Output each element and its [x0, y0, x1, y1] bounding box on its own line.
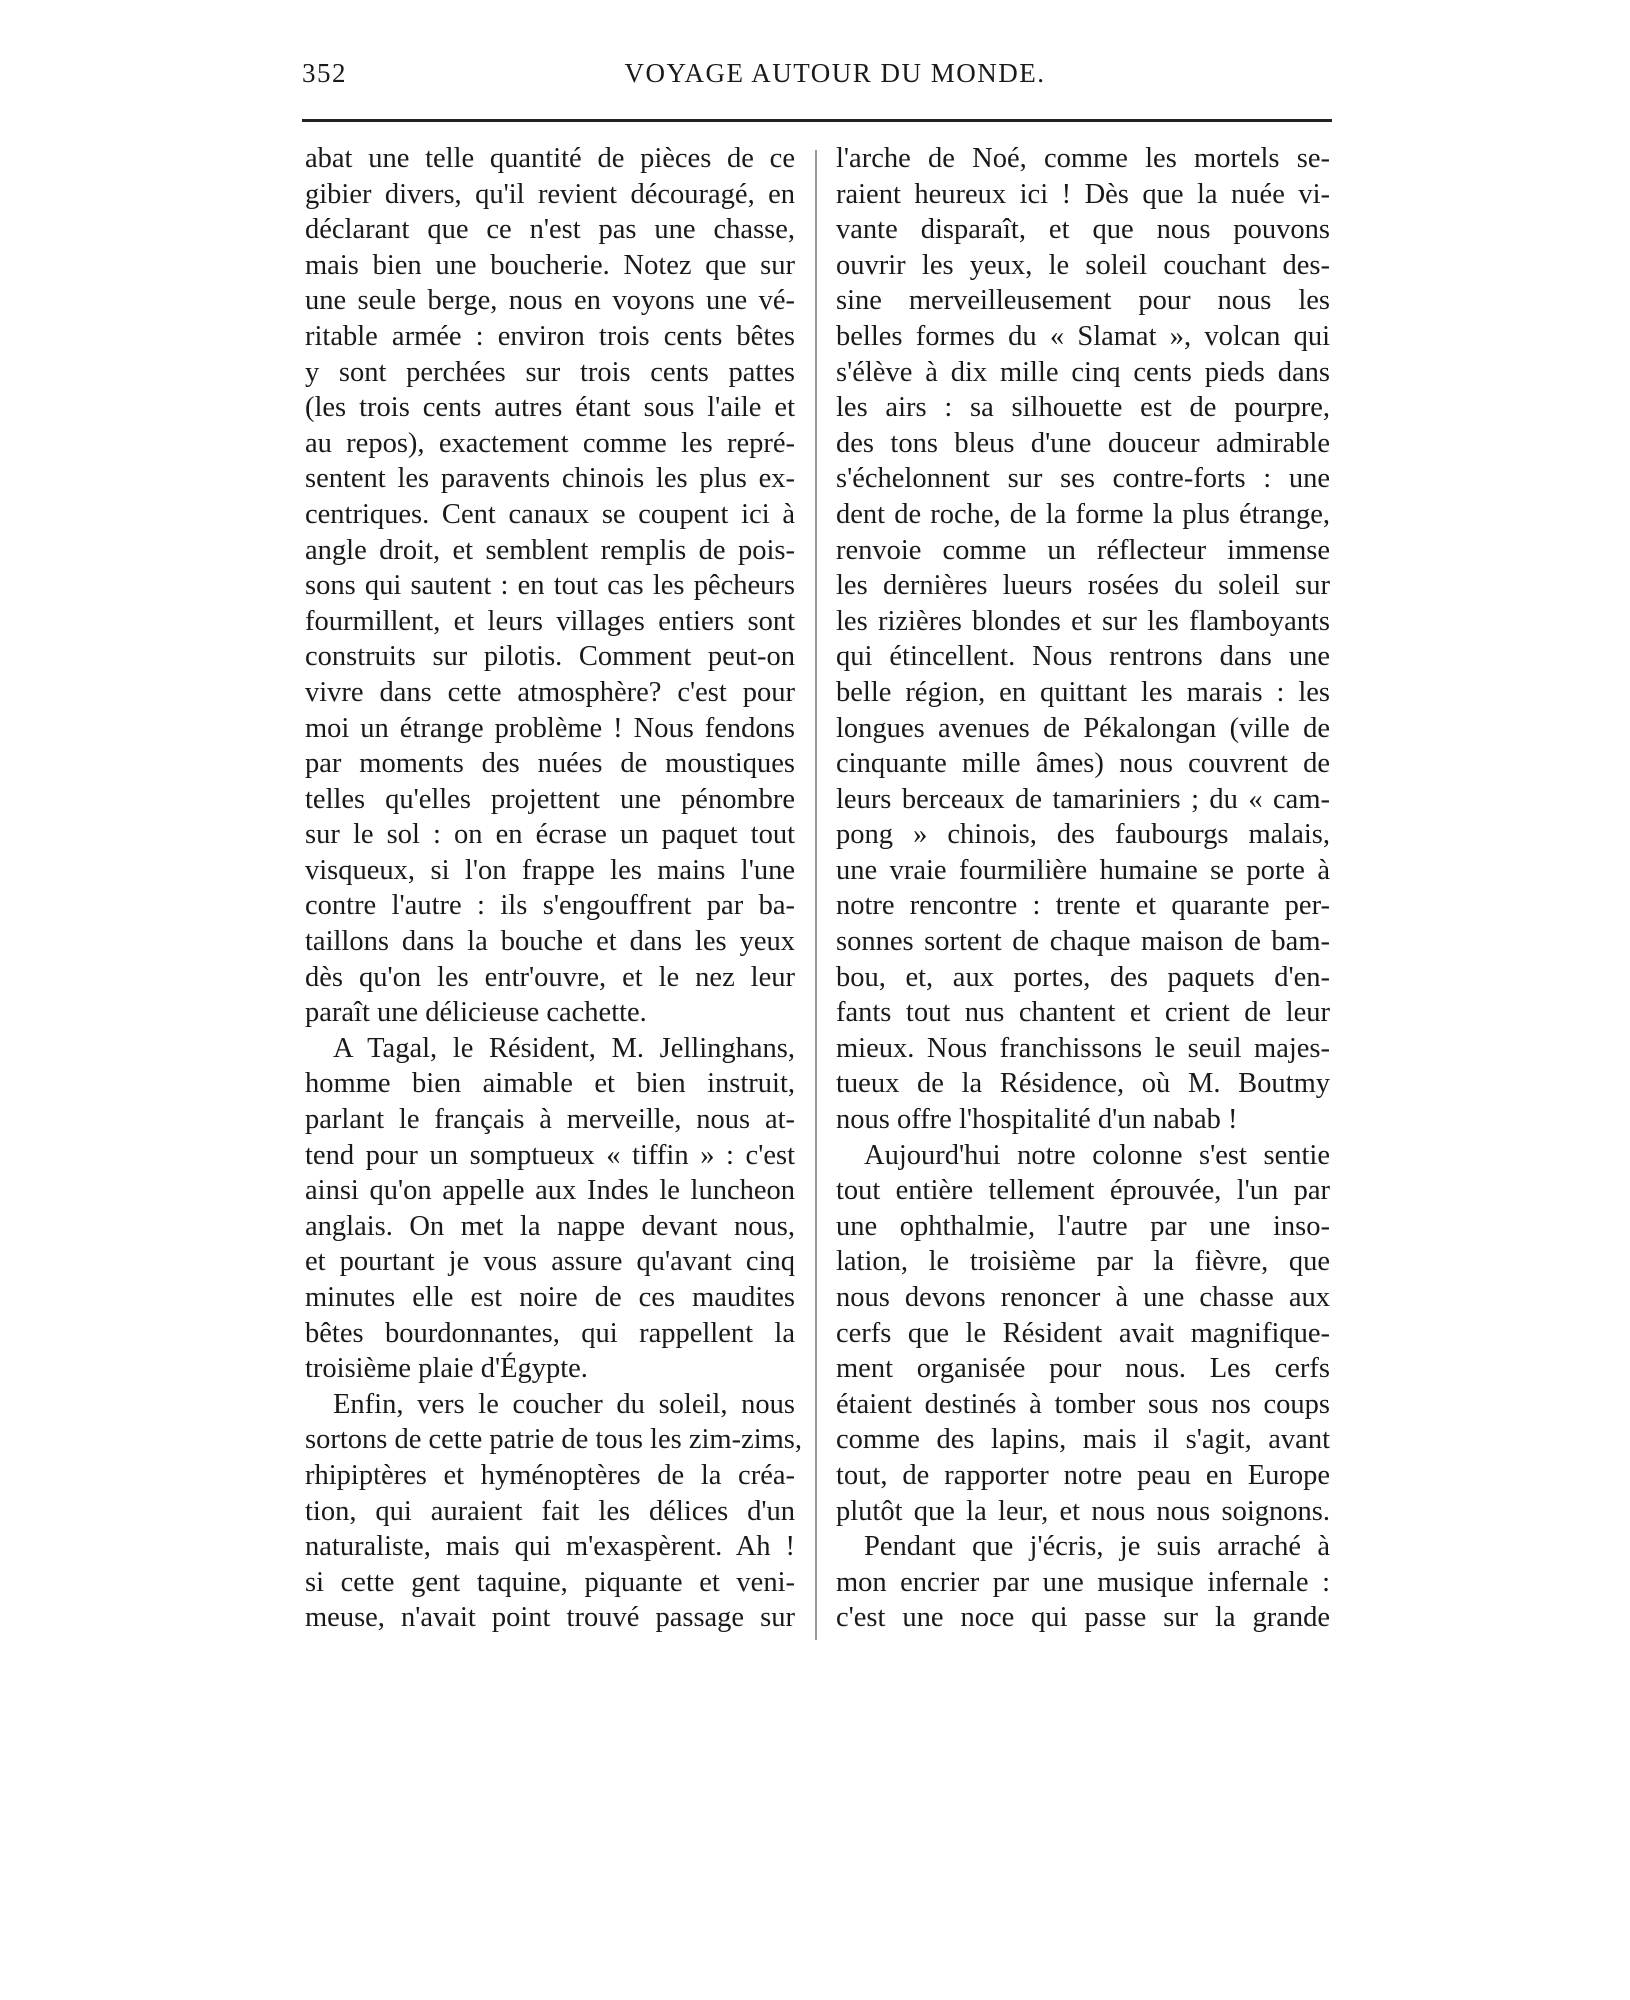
text-line: les dernières lueurs rosées du soleil sur	[836, 570, 1330, 602]
text-line: construits sur pilotis. Comment peut-on	[305, 641, 795, 673]
text-line: l'arche de Noé, comme les mortels se-	[836, 143, 1330, 174]
text-line: rhipiptères et hyménoptères de la créa-	[305, 1459, 795, 1491]
text-line: Aujourd'hui notre colonne s'est sentie	[864, 1139, 1330, 1171]
text-line: pong » chinois, des faubourgs malais,	[836, 819, 1330, 851]
text-line: lation, le troisième par la fièvre, que	[836, 1246, 1330, 1278]
text-line: tout entière tellement éprouvée, l'un par	[836, 1175, 1330, 1207]
text-line: cerfs que le Résident avait magnifique-	[836, 1317, 1330, 1349]
text-line: dent de roche, de la forme la plus étrange,	[836, 498, 1330, 530]
text-line: homme bien aimable et bien instruit,	[305, 1068, 795, 1100]
text-line: déclarant que ce n'est pas une chasse,	[305, 214, 795, 246]
text-line: une ophthalmie, l'autre par une inso-	[836, 1210, 1330, 1242]
text-line: s'échelonnent sur ses contre-forts : une	[836, 463, 1330, 495]
text-line: des tons bleus d'une douceur admirable	[836, 427, 1330, 459]
text-line: plutôt que la leur, et nous nous soignons.	[836, 1495, 1330, 1527]
column-separator	[815, 150, 817, 1640]
text-line: vivre dans cette atmosphère? c'est pour	[305, 676, 795, 708]
text-line: notre rencontre : trente et quarante per-	[836, 890, 1330, 922]
text-line: cinquante mille âmes) nous couvrent de	[836, 748, 1330, 780]
text-line: sons qui sautent : en tout cas les pêcheurs	[305, 570, 795, 602]
text-line: paraît une délicieuse cachette.	[305, 997, 647, 1029]
text-line: qui étincellent. Nous rentrons dans une	[836, 641, 1330, 673]
text-line: fourmillent, et leurs villages entiers sont	[305, 605, 795, 637]
text-line: renvoie comme un réflecteur immense	[836, 534, 1330, 566]
text-line: Pendant que j'écris, je suis arraché à	[864, 1531, 1330, 1563]
text-line: anglais. On met la nappe devant nous,	[305, 1210, 795, 1242]
text-line: parlant le français à merveille, nous at-	[305, 1104, 795, 1136]
text-line: naturaliste, mais qui m'exaspèrent. Ah !	[305, 1531, 795, 1563]
text-line: nous devons renoncer à une chasse aux	[836, 1282, 1330, 1313]
text-line: tion, qui auraient fait les délices d'un	[305, 1495, 795, 1527]
header-rule	[302, 119, 1332, 122]
text-line: belles formes du « Slamat », volcan qui	[836, 320, 1330, 352]
text-line: ritable armée : environ trois cents bêtes	[305, 320, 795, 352]
text-line: mais bien une boucherie. Notez que sur	[305, 249, 795, 281]
text-line: fants tout nus chantent et crient de leur	[836, 997, 1330, 1029]
text-line: étaient destinés à tomber sous nos coups	[836, 1388, 1330, 1420]
text-line: vante disparaît, et que nous pouvons	[836, 214, 1330, 246]
text-line: minutes elle est noire de ces maudites	[305, 1282, 795, 1313]
text-line: une vraie fourmilière humaine se porte à	[836, 854, 1330, 886]
text-line: c'est une noce qui passe sur la grande	[836, 1602, 1330, 1634]
text-line: tend pour un somptueux « tiffin » : c'est	[305, 1139, 795, 1171]
text-line: moi un étrange problème ! Nous fendons	[305, 712, 795, 744]
text-line: A Tagal, le Résident, M. Jellinghans,	[333, 1032, 795, 1064]
text-line: tueux de la Résidence, où M. Boutmy	[836, 1068, 1330, 1100]
text-line: nous offre l'hospitalité d'un nabab !	[836, 1104, 1238, 1136]
text-line: bêtes bourdonnantes, qui rappellent la	[305, 1317, 795, 1349]
text-line: (les trois cents autres étant sous l'aile et	[305, 392, 795, 424]
text-line: belle région, en quittant les marais : les	[836, 676, 1330, 708]
text-line: sortons de cette patrie de tous les zim-zims,	[305, 1424, 803, 1456]
text-line: les airs : sa silhouette est de pourpre,	[836, 392, 1330, 424]
text-line: s'élève à dix mille cinq cents pieds dans	[836, 356, 1330, 388]
text-line: les rizières blondes et sur les flamboyants	[836, 605, 1330, 637]
text-line: sine merveilleusement pour nous les	[836, 285, 1330, 317]
text-line: meuse, n'avait point trouvé passage sur	[305, 1602, 795, 1634]
text-line: comme des lapins, mais il s'agit, avant	[836, 1424, 1330, 1456]
text-line: ouvrir les yeux, le soleil couchant des-	[836, 249, 1330, 281]
text-line: centriques. Cent canaux se coupent ici à	[305, 498, 795, 530]
text-line: visqueux, si l'on frappe les mains l'une	[305, 854, 795, 886]
text-line: si cette gent taquine, piquante et veni-	[305, 1566, 795, 1598]
text-line: longues avenues de Pékalongan (ville de	[836, 712, 1330, 744]
running-title: VOYAGE AUTOUR DU MONDE.	[624, 58, 1046, 88]
text-line: sentent les paravents chinois les plus ex-	[305, 463, 795, 495]
text-line: ment organisée pour nous. Les cerfs	[836, 1353, 1330, 1385]
right-column	[836, 141, 1330, 1636]
text-line: abat une telle quantité de pièces de ce	[305, 143, 795, 174]
page-number: 352	[302, 58, 347, 88]
text-line: raient heureux ici ! Dès que la nuée vi-	[836, 178, 1330, 210]
left-column	[305, 141, 803, 1636]
text-line: Enfin, vers le coucher du soleil, nous	[333, 1388, 795, 1420]
text-line: leurs berceaux de tamariniers ; du « cam-	[836, 783, 1330, 815]
text-line: gibier divers, qu'il revient découragé, en	[305, 178, 795, 210]
text-line: ainsi qu'on appelle aux Indes le luncheon	[305, 1175, 795, 1207]
text-line: une seule berge, nous en voyons une vé-	[305, 285, 795, 317]
text-line: sonnes sortent de chaque maison de bam-	[836, 926, 1330, 958]
text-line: bou, et, aux portes, des paquets d'en-	[836, 961, 1330, 993]
text-line: contre l'autre : ils s'engouffrent par ba-	[305, 890, 795, 922]
text-line: telles qu'elles projettent une pénombre	[305, 783, 795, 815]
text-line: troisième plaie d'Égypte.	[305, 1353, 588, 1385]
text-line: par moments des nuées de moustiques	[305, 748, 795, 780]
text-line: angle droit, et semblent remplis de pois-	[305, 534, 795, 566]
text-line: mon encrier par une musique infernale :	[836, 1566, 1330, 1598]
text-line: dès qu'on les entr'ouvre, et le nez leur	[305, 961, 795, 993]
text-line: taillons dans la bouche et dans les yeux	[305, 926, 795, 958]
text-line: au repos), exactement comme les repré-	[305, 427, 795, 459]
text-line: et pourtant je vous assure qu'avant cinq	[305, 1246, 795, 1278]
text-line: tout, de rapporter notre peau en Europe	[836, 1459, 1330, 1491]
text-line: mieux. Nous franchissons le seuil majes-	[836, 1032, 1330, 1064]
text-line: y sont perchées sur trois cents pattes	[305, 356, 795, 388]
text-line: sur le sol : on en écrase un paquet tout	[305, 819, 795, 851]
